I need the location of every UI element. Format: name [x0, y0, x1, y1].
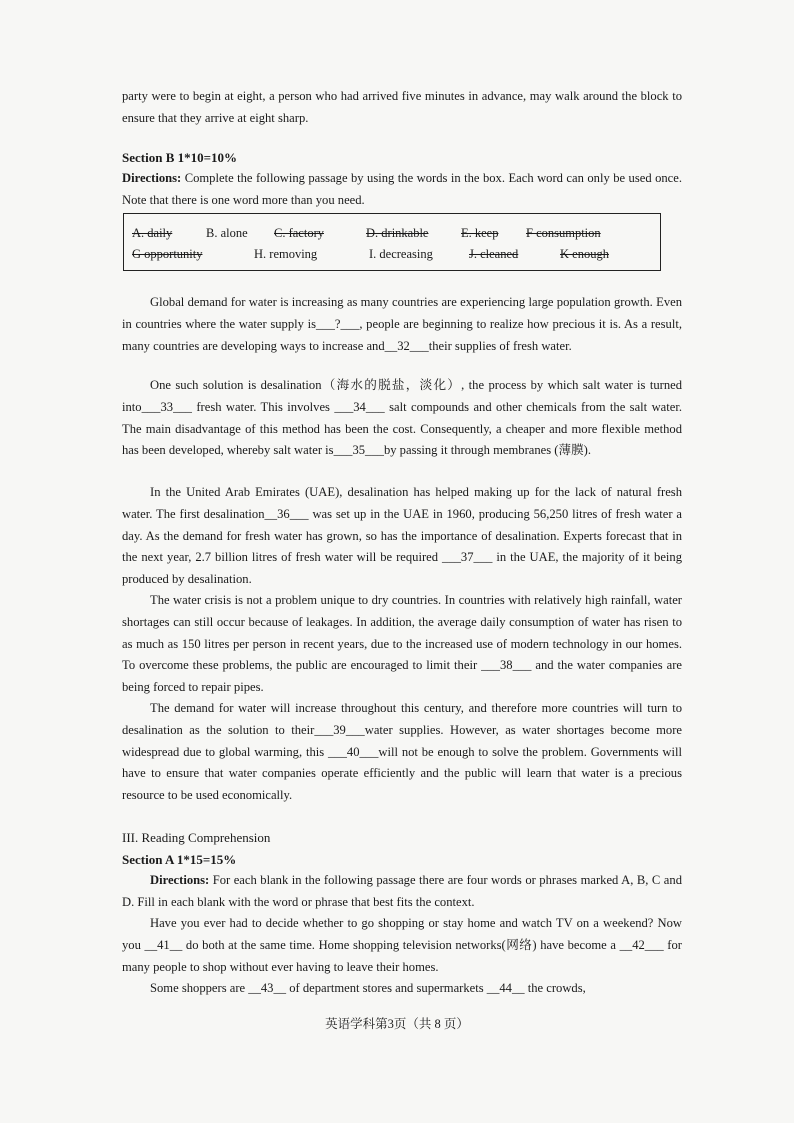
section-b-directions — [122, 168, 682, 212]
word-box — [123, 213, 661, 271]
reading-paragraph-2: Some shoppers are __43__ of department stores and supermarkets __44__ the crowds, — [150, 981, 586, 995]
intro-paragraph: party were to begin at eight, a person who had arrived five minutes in advance, may walk around the block to ensure that they arrive at eight sharp. — [122, 89, 682, 125]
passage-paragraph-1: Global demand for water is increasing as many countries are experiencing large population growth. Even in countries where the water supply is___?___, people are beginning to realize how precious it is. As a result, many countries are developing ways to increase and__32___their supplies of fresh water. — [122, 295, 682, 353]
option-k: K enough — [560, 247, 609, 261]
passage-paragraph-4: The water crisis is not a problem unique to dry countries. In countries with relatively high rainfall, water shortages can still occur because of leakages. In addition, the average daily consumption of water has risen to as much as 150 litres per person in recent years, due to the increased use of modern technology in our homes. To overcome these problems, the public are encouraged to limit their ___38___ and the water companies are being forced to repair pipes. — [122, 593, 682, 695]
passage-paragraph-3: In the United Arab Emirates (UAE), desalination has helped making up for the lack of natural fresh water. The first desalination__36___ was set up in the UAE in 1960, producing 56,250 litres of fresh water a day. As the demand for fresh water has grown, so has the importance of desalination. Experts forecast that in the next year, 2.7 billion litres of fresh water will be required ___37___ in the UAE, the majority of it being produced by desalination. — [122, 485, 682, 587]
section-a-heading: Section A 1*15=15% — [122, 852, 237, 867]
option-e: E. keep — [461, 226, 499, 240]
option-d: D. drinkable — [366, 226, 429, 240]
reading-paragraph-1: Have you ever had to decide whether to go shopping or stay home and watch TV on a weekend? Now you __41__ do both at the same time. Home shopping television networks(网络) have become a __42___ for many people to shop without ever having to leave their homes. — [122, 916, 682, 974]
option-a: A. daily — [132, 226, 173, 240]
option-j: J. cleaned — [469, 247, 519, 261]
passage-paragraph-5: The demand for water will increase throughout this century, and therefore more countries will turn to desalination as the solution to their___39___water supplies. However, as water shortages become more widespread due to global warming, this ___40___will not be enough to solve the problem. Governments will have to ensure that water companies operate efficiently and the public will learn that water is a precious resource to be used economically. — [122, 701, 682, 803]
option-f: F consumption — [526, 226, 601, 240]
section-a-directions — [122, 870, 682, 914]
directions-text: Complete the following passage by using the words in the box. Each word can only be used once. Note that there is one word more than you need. — [122, 171, 682, 207]
directions-label-2: Directions: — [150, 873, 210, 887]
option-g: G opportunity — [132, 247, 203, 261]
reading-comprehension-heading: III. Reading Comprehension — [122, 830, 271, 845]
option-i: I. decreasing — [369, 247, 433, 261]
option-b: B. alone — [206, 226, 248, 240]
section-b-heading: Section B 1*10=10% — [122, 150, 238, 165]
directions-text-2: For each blank in the following passage there are four words or phrases marked A, B, C and D. Fill in each blank with the word or phrase that best fits the context. — [122, 873, 682, 909]
page-footer: 英语学科第3页（共 8 页） — [325, 1017, 469, 1031]
option-c: C. factory — [274, 226, 324, 240]
option-h: H. removing — [254, 247, 318, 261]
directions-label: Directions: — [122, 171, 182, 185]
passage-paragraph-2: One such solution is desalination（海水的脱盐，淡化）, the process by which salt water is turned into___33___ fresh water. This involves ___34___ salt compounds and other chemicals from the salt water. The main disadvantage of this method has been the cost. Consequently, a cheaper and more flexible method has been developed, whereby salt water is___35___by passing it through membranes (薄膜). — [122, 378, 682, 458]
